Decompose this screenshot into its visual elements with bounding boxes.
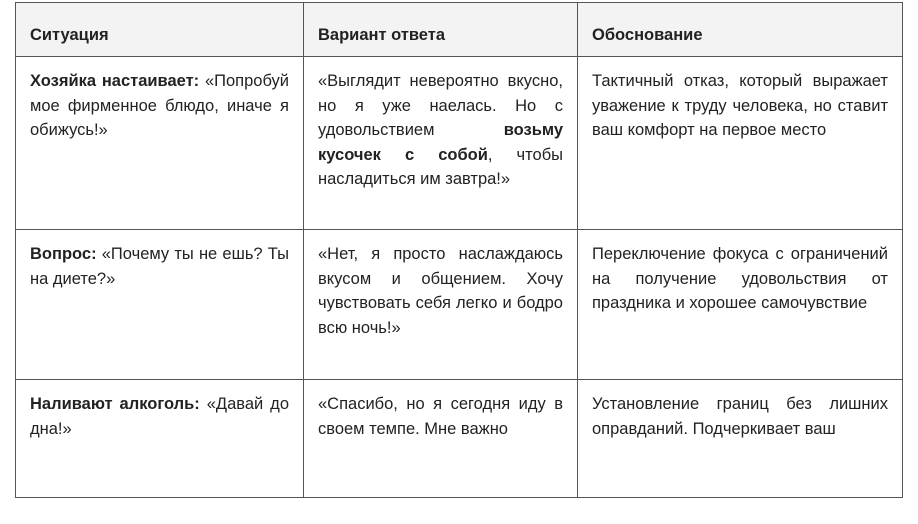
- situation-quote: «Попробуй мое фирменное блюдо, иначе я обижусь!»: [30, 72, 290, 139]
- answer-text-start: «Выглядит невероятно вкусно, но я уже наелась. Но с удовольствием: [318, 72, 563, 139]
- situation-quote: «Давай до дна!»: [30, 395, 289, 438]
- situation-label: Хозяйка настаивает:: [30, 72, 200, 90]
- table-row: [16, 230, 903, 380]
- answer-cell: [304, 230, 578, 380]
- situation-quote: «Почему ты не ешь? Ты на диете?»: [30, 245, 289, 288]
- header-answer: Вариант ответа: [304, 3, 578, 57]
- situation-cell: [16, 230, 304, 380]
- answer-text: «Спасибо, но я сегодня иду в своем темпе. Мне важно: [318, 395, 563, 438]
- answer-cell: [304, 380, 578, 498]
- reason-cell: Установление границ без лишних оправданий. Подчеркивает ваш: [578, 380, 903, 498]
- answer-text-end: , чтобы насладиться им завтра!»: [318, 145, 564, 188]
- reason-cell: Переключение фокуса с ограничений на получение удовольствия от праздника и хорошее самочувствие: [578, 230, 903, 380]
- table-row: [16, 57, 903, 230]
- answer-text: «Нет, я просто наслаждаюсь вкусом и общением. Хочу чувствовать себя легко и бодро всю ночь!»: [318, 245, 563, 337]
- header-reason: Обоснование: [578, 3, 903, 57]
- answer-emphasis: возьму кусочек с собой: [318, 121, 563, 164]
- situation-label: Вопрос:: [30, 245, 97, 263]
- situation-cell: [16, 380, 304, 498]
- answer-cell: [304, 57, 578, 230]
- table-row: [16, 380, 903, 498]
- situation-label: Наливают алкоголь:: [30, 395, 200, 413]
- header-row: [16, 3, 903, 57]
- situation-cell: [16, 57, 304, 230]
- advice-table: [15, 2, 903, 498]
- reason-cell: Тактичный отказ, который выражает уважение к труду человека, но ставит ваш комфорт на первое место: [578, 57, 903, 230]
- header-situation: Ситуация: [16, 3, 304, 57]
